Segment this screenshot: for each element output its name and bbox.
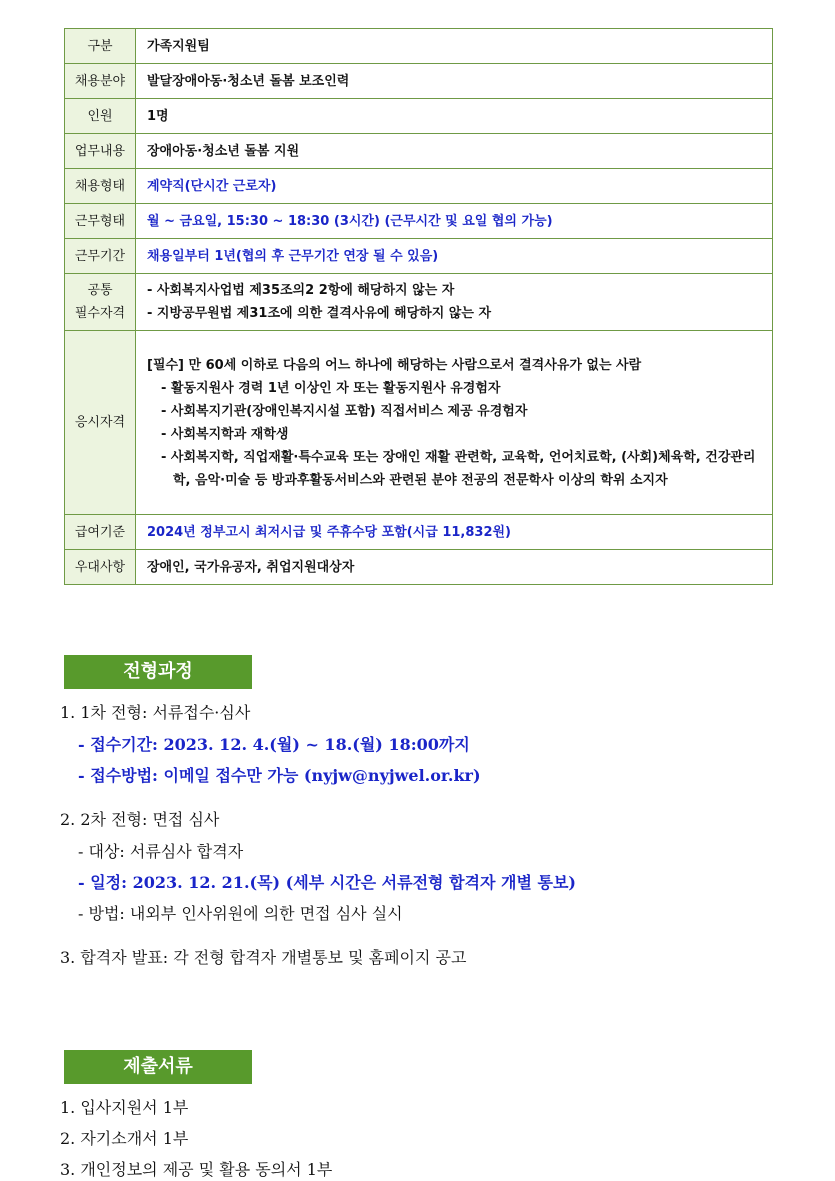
process-substep: - 접수방법: 이메일 접수만 가능 (nyjw@nyjwel.or.kr) xyxy=(78,766,481,785)
table-row xyxy=(65,134,773,169)
section-title-process: 전형과정 xyxy=(64,655,252,689)
row-value: 채용일부터 1년(협의 후 근무기간 연장 될 수 있음) xyxy=(136,239,773,274)
row-header: 우대사항 xyxy=(65,550,136,585)
process-substep: - 접수기간: 2023. 12. 4.(월) ~ 18.(월) 18:00까지 xyxy=(78,735,470,754)
row-header: 채용분야 xyxy=(65,64,136,99)
row-value: 월 ~ 금요일, 15:30 ~ 18:30 (3시간) (근무시간 및 요일 협의 가능) xyxy=(136,204,773,239)
apply-item: - 사회복지학, 직업재활·특수교육 또는 장애인 재활 관련학, 교육학, 언어치료학, (사회)체육학, 건강관리학, 음악·미술 등 방과후활동서비스와 관련된 분야 전공의 전문학사 이상의 학위 소지자 xyxy=(161,449,756,488)
table-row xyxy=(65,64,773,99)
doc-item: 1. 입사지원서 1부 xyxy=(60,1098,189,1117)
row-header: 급여기준 xyxy=(65,515,136,550)
row-value: 가족지원팀 xyxy=(136,29,773,64)
table-row xyxy=(65,515,773,550)
row-header: 인원 xyxy=(65,99,136,134)
row-header: 구분 xyxy=(65,29,136,64)
row-value: 장애아동·청소년 돌봄 지원 xyxy=(136,134,773,169)
process-substep: - 방법: 내외부 인사위원에 의한 면접 심사 실시 xyxy=(78,904,403,923)
process-substep: - 일정: 2023. 12. 21.(목) (세부 시간은 서류전형 합격자 개별 통보) xyxy=(78,873,576,892)
row-value: 1명 xyxy=(136,99,773,134)
row-value: 장애인, 국가유공자, 취업지원대상자 xyxy=(136,550,773,585)
row-header xyxy=(65,274,136,331)
section-title-docs: 제출서류 xyxy=(64,1050,252,1084)
table-row xyxy=(65,99,773,134)
apply-item: - 활동지원사 경력 1년 이상인 자 또는 활동지원사 유경험자 xyxy=(161,380,501,396)
apply-item: - 사회복지기관(장애인복지시설 포함) 직접서비스 제공 유경험자 xyxy=(161,403,528,419)
row-value: 2024년 정부고시 최저시급 및 주휴수당 포함(시급 11,832원) xyxy=(136,515,773,550)
process-step: 1. 1차 전형: 서류접수·심사 xyxy=(60,703,251,722)
table-row xyxy=(65,239,773,274)
table-row xyxy=(65,550,773,585)
common-header-line: 필수자격 xyxy=(74,306,126,321)
row-value: 계약직(단시간 근로자) xyxy=(136,169,773,204)
apply-intro: [필수] 만 60세 이하로 다음의 어느 하나에 해당하는 사람으로서 결격사유가 없는 사람 xyxy=(147,357,642,373)
common-header-line: 공통 xyxy=(87,283,113,298)
table-row xyxy=(65,204,773,239)
recruitment-info-table xyxy=(64,28,773,585)
row-value: 발달장애아동·청소년 돌봄 보조인력 xyxy=(136,64,773,99)
process-substep: - 대상: 서류심사 합격자 xyxy=(78,842,244,861)
process-step: 3. 합격자 발표: 각 전형 합격자 개별통보 및 홈페이지 공고 xyxy=(60,948,467,967)
row-header: 근무형태 xyxy=(65,204,136,239)
row-value xyxy=(136,331,773,515)
apply-item: - 사회복지학과 재학생 xyxy=(161,426,289,442)
doc-item: 2. 자기소개서 1부 xyxy=(60,1129,189,1148)
table-row xyxy=(65,169,773,204)
row-header: 근무기간 xyxy=(65,239,136,274)
row-value xyxy=(136,274,773,331)
common-item: - 지방공무원법 제31조에 의한 결격사유에 해당하지 않는 자 xyxy=(147,306,492,321)
row-header: 업무내용 xyxy=(65,134,136,169)
common-item: - 사회복지사업법 제35조의2 2항에 해당하지 않는 자 xyxy=(147,283,455,298)
table-row-apply xyxy=(65,331,773,515)
doc-item: 3. 개인정보의 제공 및 활용 동의서 1부 xyxy=(60,1160,333,1179)
table-row-common xyxy=(65,274,773,331)
table-row xyxy=(65,29,773,64)
process-step: 2. 2차 전형: 면접 심사 xyxy=(60,810,220,829)
row-header: 채용형태 xyxy=(65,169,136,204)
row-header: 응시자격 xyxy=(65,331,136,515)
